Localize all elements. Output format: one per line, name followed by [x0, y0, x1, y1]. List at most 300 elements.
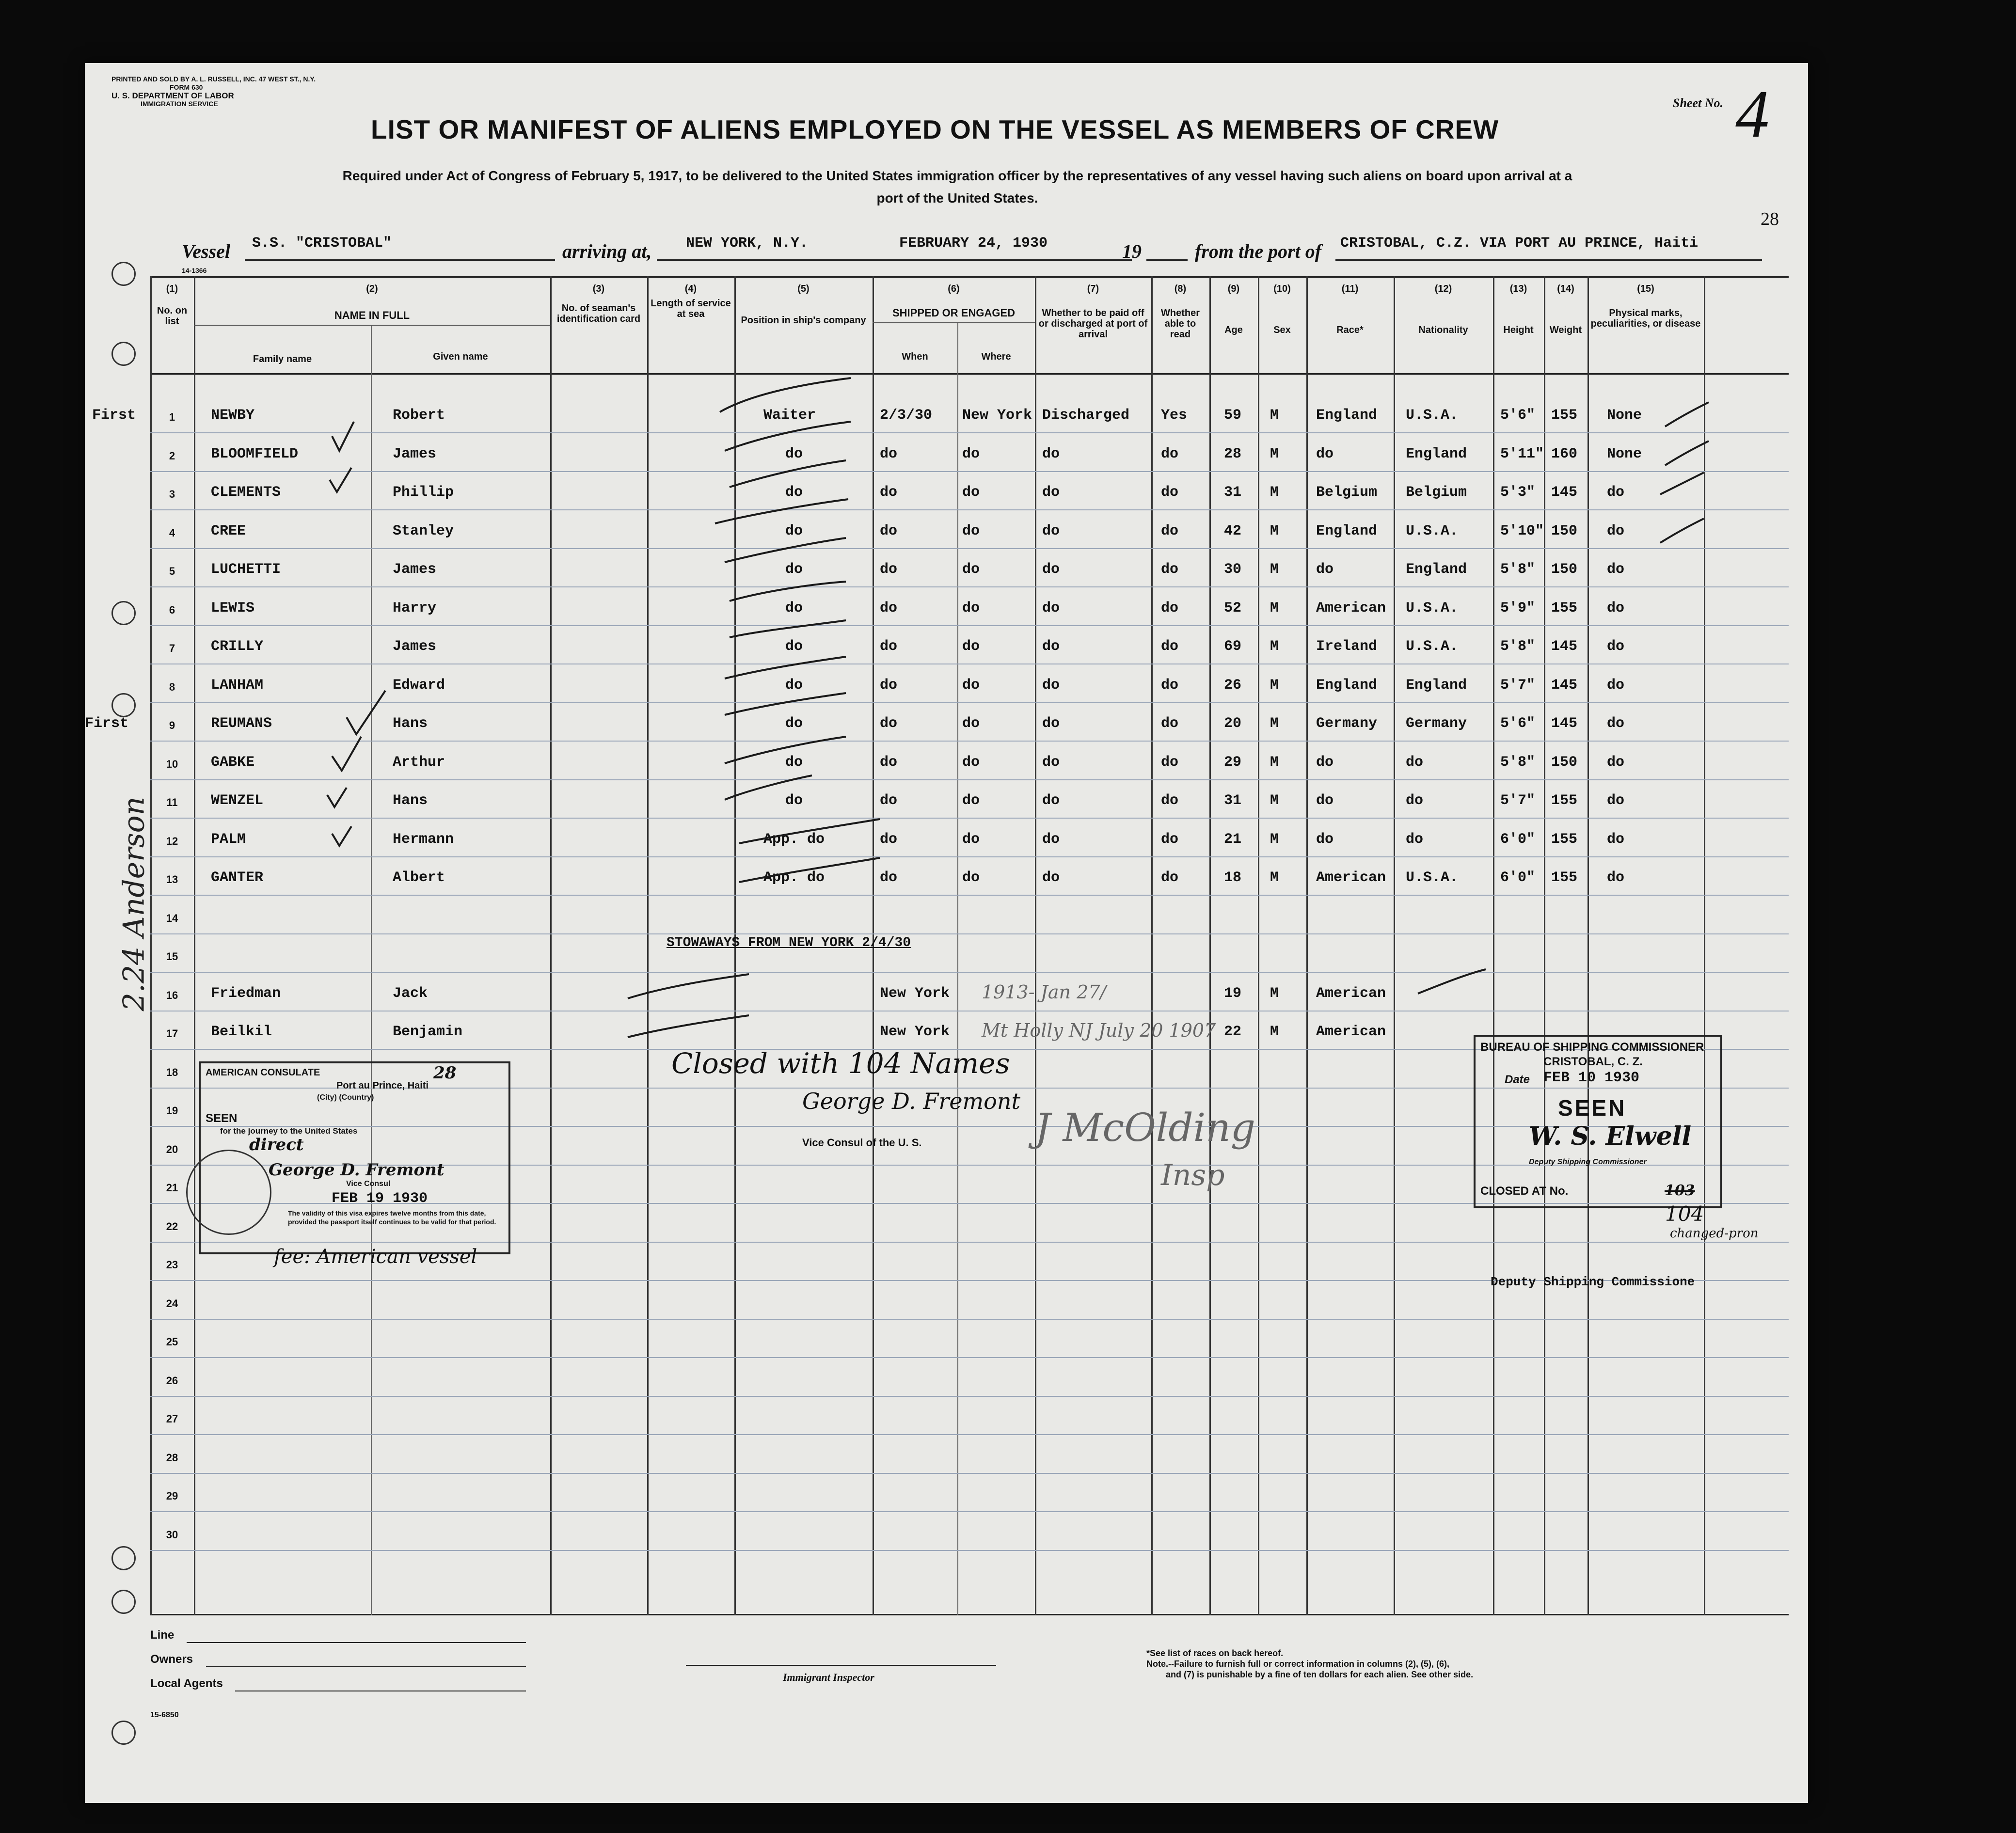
cell-family: CREE [211, 522, 246, 539]
stowaway-race: American [1316, 985, 1386, 1002]
row-number: 30 [166, 1528, 178, 1541]
cell-height: 5'6" [1500, 407, 1536, 424]
header-physical: Physical marks, peculiarities, or disease [1590, 308, 1701, 329]
cell-read: do [1161, 677, 1179, 694]
pen-stroke [725, 775, 812, 800]
cell-height: 5'6" [1500, 715, 1536, 732]
cell-where: do [962, 677, 980, 694]
cell-paid: do [1042, 677, 1060, 694]
cell-sex: M [1270, 407, 1279, 424]
cell-family: WENZEL [211, 792, 264, 809]
row-number: 19 [166, 1105, 178, 1117]
cell-read: do [1161, 484, 1179, 501]
cell-weight: 160 [1551, 445, 1578, 462]
cell-where: do [962, 715, 980, 732]
cell-race: do [1316, 792, 1334, 809]
cell-when: do [880, 792, 898, 809]
shipping-date: FEB 10 1930 [1543, 1070, 1640, 1086]
consulate-validity: The validity of this visa expires twelve months from this date, provided the passport itself continues to be valid for that period. [288, 1209, 496, 1226]
colnum-13: (13) [1509, 284, 1527, 294]
header-weight: Weight [1549, 325, 1582, 335]
cell-paid: do [1042, 869, 1060, 886]
cell-position: App. do [763, 869, 825, 886]
pen-stroke [739, 858, 880, 882]
cell-weight: 155 [1551, 792, 1578, 809]
pen-stroke [1665, 441, 1709, 465]
arriving-label: arriving at, [562, 240, 652, 262]
header-race: Race* [1336, 325, 1364, 335]
cell-weight: 150 [1551, 522, 1578, 539]
footer-code: 15-6850 [150, 1711, 179, 1719]
cell-paid: do [1042, 715, 1060, 732]
cell-family: BLOOMFIELD [211, 445, 299, 462]
cell-family: GABKE [211, 754, 255, 771]
department: U. S. DEPARTMENT OF LABOR [111, 91, 234, 100]
cell-position: do [785, 677, 803, 694]
vessel-label: Vessel [182, 240, 230, 262]
row-number: 18 [166, 1066, 178, 1078]
header-family-name: Family name [253, 354, 312, 364]
cell-nationality: do [1406, 792, 1424, 809]
row-number: 24 [166, 1297, 178, 1310]
cell-marks: do [1607, 600, 1625, 616]
cell-race: Ireland [1316, 638, 1378, 655]
cell-height: 6'0" [1500, 869, 1536, 886]
pen-stroke [725, 538, 846, 562]
consulate-title: AMERICAN CONSULATE [206, 1067, 320, 1078]
row-number: 2 [169, 449, 175, 462]
margin-note: First [92, 407, 136, 424]
row-number: 9 [169, 719, 175, 731]
cell-given: Stanley [393, 522, 454, 539]
colnum-8: (8) [1174, 284, 1187, 294]
cell-marks: do [1607, 715, 1625, 732]
cell-weight: 155 [1551, 831, 1578, 848]
cell-sex: M [1270, 522, 1279, 539]
closed-with-note: Closed with 104 Names [671, 1047, 1010, 1080]
cell-family: LANHAM [211, 677, 264, 694]
cell-when: do [880, 600, 898, 616]
check-mark [332, 737, 361, 771]
stowaway-given: Benjamin [393, 1024, 463, 1040]
cell-race: England [1316, 677, 1378, 694]
cell-marks: do [1607, 638, 1625, 655]
cell-family: PALM [211, 831, 246, 848]
cell-weight: 150 [1551, 561, 1578, 578]
consulate-date: FEB 19 1930 [332, 1190, 428, 1207]
cell-when: do [880, 638, 898, 655]
cell-age: 29 [1224, 754, 1242, 771]
cell-nationality: U.S.A. [1406, 638, 1459, 655]
cell-marks: do [1607, 754, 1625, 771]
cell-height: 5'9" [1500, 600, 1536, 616]
cell-paid: do [1042, 638, 1060, 655]
cell-race: England [1316, 522, 1378, 539]
cell-when: do [880, 715, 898, 732]
consulate-seen: SEEN [206, 1112, 238, 1125]
cell-read: do [1161, 831, 1179, 848]
cell-position: Waiter [763, 407, 816, 424]
cell-weight: 145 [1551, 484, 1578, 501]
cell-paid: do [1042, 561, 1060, 578]
pen-stroke [720, 378, 851, 412]
shipping-line2: CRISTOBAL, C. Z. [1543, 1055, 1643, 1068]
cell-age: 18 [1224, 869, 1242, 886]
row-number: 14 [166, 912, 178, 924]
pen-stroke [628, 1015, 749, 1037]
cell-nationality: U.S.A. [1406, 869, 1459, 886]
cell-age: 20 [1224, 715, 1242, 732]
cell-height: 6'0" [1500, 831, 1536, 848]
cell-marks: do [1607, 522, 1625, 539]
footer-agents-label: Local Agents [150, 1677, 223, 1690]
cell-read: do [1161, 638, 1179, 655]
stowaway-family: Friedman [211, 985, 281, 1002]
cell-sex: M [1270, 831, 1279, 848]
header-given-name: Given name [433, 351, 488, 362]
consulate-journey: for the journey to the United States [220, 1126, 358, 1136]
cell-age: 26 [1224, 677, 1242, 694]
shipping-line1: BUREAU OF SHIPPING COMMISSIONER [1480, 1041, 1704, 1054]
cell-family: NEWBY [211, 407, 255, 424]
consulate-no: 28 [433, 1063, 457, 1083]
cell-nationality: England [1406, 561, 1467, 578]
cell-given: Albert [393, 869, 445, 886]
cell-age: 28 [1224, 445, 1242, 462]
cell-paid: Discharged [1042, 407, 1130, 424]
cell-read: do [1161, 522, 1179, 539]
colnum-10: (10) [1273, 284, 1291, 294]
cell-nationality: England [1406, 445, 1467, 462]
cell-position: do [785, 561, 803, 578]
stowaway-age: 22 [1224, 1024, 1242, 1040]
consulate-consul: Vice Consul [346, 1180, 391, 1188]
cell-age: 31 [1224, 792, 1242, 809]
colnum-5: (5) [797, 284, 810, 294]
row-number: 27 [166, 1413, 178, 1425]
colnum-11: (11) [1341, 284, 1359, 294]
inspector-title: Insp [1161, 1158, 1225, 1192]
shipping-closed: CLOSED AT No. [1480, 1185, 1569, 1198]
row-number: 16 [166, 989, 178, 1001]
cell-position: do [785, 484, 803, 501]
cell-height: 5'3" [1500, 484, 1536, 501]
cell-height: 5'8" [1500, 638, 1536, 655]
cell-where: do [962, 561, 980, 578]
form-number: FORM 630 [170, 83, 203, 91]
changed-pron-note: changed-pron [1670, 1226, 1759, 1241]
cell-where: do [962, 754, 980, 771]
vessel-name: S.S. "CRISTOBAL" [252, 235, 392, 252]
cell-sex: M [1270, 677, 1279, 694]
cell-weight: 145 [1551, 677, 1578, 694]
pen-stroke [715, 499, 848, 523]
cell-paid: do [1042, 484, 1060, 501]
row-number: 13 [166, 873, 178, 885]
check-mark [347, 691, 385, 734]
cell-when: do [880, 445, 898, 462]
stowaway-birth-note: Mt Holly NJ July 20 1907 [982, 1020, 1216, 1041]
cell-sex: M [1270, 600, 1279, 616]
stowaway-when: New York [880, 1024, 950, 1040]
header-nationality: Nationality [1418, 325, 1468, 335]
cell-race: do [1316, 754, 1334, 771]
cell-where: do [962, 869, 980, 886]
cell-family: CRILLY [211, 638, 264, 655]
consulate-signature: George D. Fremont [269, 1160, 444, 1180]
colnum-6: (6) [948, 284, 960, 294]
pen-marks [85, 63, 1808, 1803]
cell-read: do [1161, 445, 1179, 462]
cell-read: do [1161, 561, 1179, 578]
consulate-city-country: (City) (Country) [317, 1093, 374, 1102]
header-sex: Sex [1273, 325, 1291, 335]
cell-position: do [785, 715, 803, 732]
cell-nationality: Germany [1406, 715, 1467, 732]
cell-marks: None [1607, 407, 1642, 424]
colnum-12: (12) [1434, 284, 1452, 294]
cell-marks: do [1607, 831, 1625, 848]
manifest-page [85, 63, 1808, 1803]
cell-nationality: U.S.A. [1406, 522, 1459, 539]
cell-read: do [1161, 792, 1179, 809]
cell-age: 30 [1224, 561, 1242, 578]
cell-race: do [1316, 445, 1334, 462]
cell-where: do [962, 792, 980, 809]
stowaway-race: American [1316, 1024, 1386, 1040]
cell-nationality: England [1406, 677, 1467, 694]
row-number: 20 [166, 1143, 178, 1155]
cell-sex: M [1270, 792, 1279, 809]
header-shipped: SHIPPED OR ENGAGED [892, 307, 1016, 319]
sheet-number: 4 [1735, 77, 1769, 152]
cell-weight: 150 [1551, 754, 1578, 771]
header-seaman-card: No. of seaman's identification card [556, 303, 641, 324]
row-number: 6 [169, 603, 175, 616]
cell-paid: do [1042, 792, 1060, 809]
arrival-date: FEBRUARY 24, 1930 [899, 235, 1048, 252]
cell-sex: M [1270, 484, 1279, 501]
cell-where: do [962, 445, 980, 462]
cell-age: 31 [1224, 484, 1242, 501]
colnum-9: (9) [1227, 284, 1240, 294]
cell-given: James [393, 445, 437, 462]
cell-age: 21 [1224, 831, 1242, 848]
row-number: 7 [169, 642, 175, 654]
cell-read: do [1161, 754, 1179, 771]
footer-line-label: Line [150, 1628, 175, 1642]
header-name-in-full: NAME IN FULL [334, 309, 410, 321]
from-label: from the port of [1195, 240, 1322, 262]
row-number: 22 [166, 1220, 178, 1233]
cell-paid: do [1042, 600, 1060, 616]
cell-when: do [880, 484, 898, 501]
check-mark [332, 826, 351, 846]
cell-where: do [962, 522, 980, 539]
cell-height: 5'11" [1500, 445, 1544, 462]
cell-position: do [785, 600, 803, 616]
header-height: Height [1503, 325, 1534, 335]
cell-given: Edward [393, 677, 445, 694]
pen-stroke [725, 657, 846, 679]
subtitle-line-2: port of the United States. [876, 190, 1038, 205]
row-number: 26 [166, 1374, 178, 1387]
cell-paid: do [1042, 831, 1060, 848]
cell-read: do [1161, 715, 1179, 732]
stowaways-heading: STOWAWAYS FROM NEW YORK 2/4/30 [667, 935, 911, 950]
pen-stroke [628, 974, 749, 998]
pen-stroke [1665, 402, 1709, 427]
header-no-on-list: No. on list [157, 305, 188, 327]
cell-weight: 155 [1551, 600, 1578, 616]
row-number: 8 [169, 680, 175, 693]
cell-family: CLEMENTS [211, 484, 281, 501]
footnote-2: Note.--Failure to furnish full or correct information in columns (2), (5), (6), [1146, 1659, 1450, 1669]
cell-race: American [1316, 600, 1386, 616]
pen-stroke [725, 422, 851, 451]
pen-stroke [725, 693, 846, 715]
form-code: 14-1366 [182, 267, 207, 274]
check-mark [332, 422, 354, 451]
cell-weight: 145 [1551, 638, 1578, 655]
header-able-read: Whether able to read [1161, 308, 1200, 340]
header-age: Age [1224, 325, 1243, 335]
year-label: 19 [1122, 240, 1142, 262]
cell-paid: do [1042, 445, 1060, 462]
cell-given: Hans [393, 715, 428, 732]
row-number: 28 [166, 1451, 178, 1464]
cell-where: do [962, 638, 980, 655]
row-number: 10 [166, 758, 178, 770]
row-number: 3 [169, 488, 175, 500]
cell-paid: do [1042, 754, 1060, 771]
page-number: 28 [1761, 209, 1779, 229]
cell-paid: do [1042, 522, 1060, 539]
row-number: 17 [166, 1027, 178, 1040]
consulate-fee: fee: American vessel [274, 1246, 477, 1268]
cell-height: 5'7" [1500, 792, 1536, 809]
cell-position: do [785, 754, 803, 771]
vice-consul-label: Vice Consul of the U. S. [802, 1137, 922, 1149]
consular-seal [186, 1150, 271, 1235]
pen-stroke [725, 737, 846, 763]
cell-nationality: U.S.A. [1406, 600, 1459, 616]
header-when: When [902, 351, 928, 362]
cell-sex: M [1270, 445, 1279, 462]
cell-when: do [880, 677, 898, 694]
row-number: 25 [166, 1336, 178, 1348]
cell-height: 5'8" [1500, 561, 1536, 578]
cell-race: do [1316, 561, 1334, 578]
margin-note: First [85, 715, 129, 732]
colnum-7: (7) [1087, 284, 1099, 294]
pen-stroke [730, 582, 846, 601]
cell-read: do [1161, 869, 1179, 886]
header-length-service: Length of service at sea [651, 298, 731, 319]
cell-nationality: do [1406, 754, 1424, 771]
cell-when: do [880, 831, 898, 848]
document-title: LIST OR MANIFEST OF ALIENS EMPLOYED ON THE VESSEL AS MEMBERS OF CREW [371, 114, 1499, 144]
cell-when: do [880, 869, 898, 886]
colnum-14: (14) [1557, 284, 1574, 294]
stowaway-family: Beilkil [211, 1024, 272, 1040]
check-mark [330, 468, 351, 492]
shipping-signature: W. S. Elwell [1529, 1122, 1692, 1151]
pen-stroke [1660, 519, 1704, 543]
deputy-commissioner-text: Deputy Shipping Commissione [1491, 1275, 1695, 1289]
colnum-3: (3) [592, 284, 605, 294]
cell-when: do [880, 561, 898, 578]
consulate-direct: direct [249, 1135, 304, 1154]
cell-sex: M [1270, 561, 1279, 578]
cell-where: do [962, 831, 980, 848]
colnum-1: (1) [166, 284, 178, 294]
subtitle-line-1: Required under Act of Congress of February 5, 1917, to be delivered to the United States immigration officer by the representatives of any vessel having such aliens on board upon arrival at a [342, 168, 1572, 183]
stowaway-given: Jack [393, 985, 428, 1002]
cell-given: Hermann [393, 831, 454, 848]
consulate-stamp [199, 1061, 510, 1254]
header-paid-off: Whether to be paid off or discharged at port of arrival [1038, 308, 1148, 340]
cell-age: 52 [1224, 600, 1242, 616]
cell-marks: do [1607, 484, 1625, 501]
sheet-label: Sheet No. [1673, 96, 1723, 110]
cell-nationality: Belgium [1406, 484, 1467, 501]
footnote-1: *See list of races on back hereof. [1146, 1648, 1284, 1658]
cell-family: LEWIS [211, 600, 255, 616]
cell-marks: None [1607, 445, 1642, 462]
row-number: 23 [166, 1259, 178, 1271]
check-mark [327, 788, 347, 807]
cell-race: England [1316, 407, 1378, 424]
cell-position: do [785, 522, 803, 539]
cell-nationality: U.S.A. [1406, 407, 1459, 424]
footer-owners-label: Owners [150, 1653, 193, 1666]
pen-stroke [739, 819, 880, 843]
cell-marks: do [1607, 869, 1625, 886]
side-note: 2.24 Anderson [117, 796, 151, 1011]
shipping-closed-no: 103 [1665, 1182, 1695, 1199]
colnum-15: (15) [1637, 284, 1654, 294]
header-position: Position in ship's company [741, 315, 866, 326]
cell-when: 2/3/30 [880, 407, 933, 424]
service: IMMIGRATION SERVICE [141, 100, 218, 108]
shipping-date-label: Date [1505, 1073, 1530, 1086]
row-number: 1 [169, 411, 175, 423]
cell-family: GANTER [211, 869, 264, 886]
cell-position: do [785, 445, 803, 462]
cell-where: do [962, 600, 980, 616]
cell-sex: M [1270, 754, 1279, 771]
colnum-2: (2) [366, 284, 378, 294]
cell-race: Belgium [1316, 484, 1378, 501]
stowaway-sex: M [1270, 985, 1279, 1002]
cell-when: do [880, 522, 898, 539]
row-number: 21 [166, 1182, 178, 1194]
shipping-stamp [1474, 1035, 1722, 1208]
cell-family: REUMANS [211, 715, 272, 732]
cell-race: do [1316, 831, 1334, 848]
row-number: 11 [166, 796, 178, 808]
row-number: 29 [166, 1490, 178, 1502]
cell-given: Robert [393, 407, 445, 424]
cell-position: do [785, 638, 803, 655]
row-number: 15 [166, 950, 178, 963]
stowaway-sex: M [1270, 1024, 1279, 1040]
cell-height: 5'7" [1500, 677, 1536, 694]
cell-where: do [962, 484, 980, 501]
cell-sex: M [1270, 638, 1279, 655]
stowaway-when: New York [880, 985, 950, 1002]
